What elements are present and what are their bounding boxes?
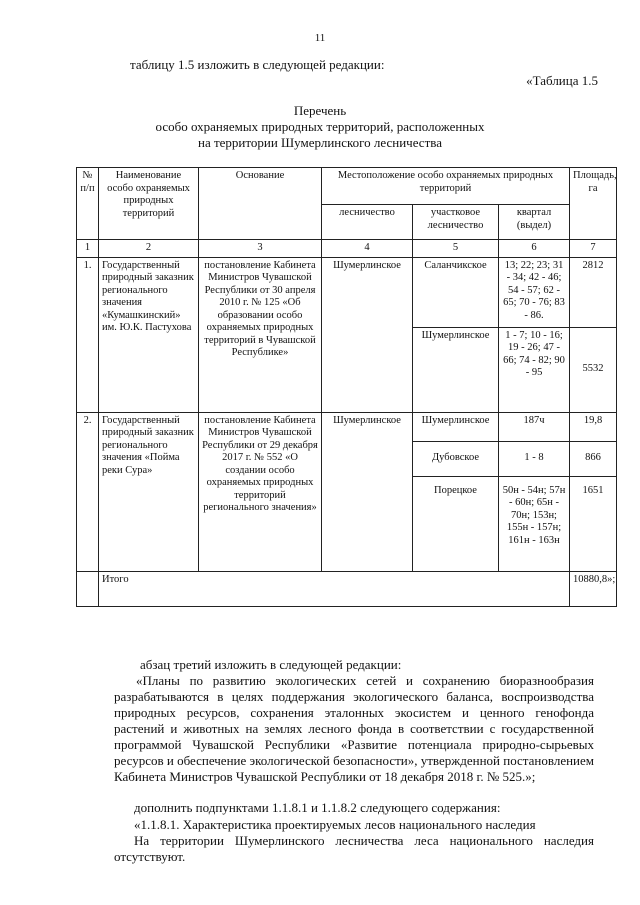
row-area: 2812	[570, 257, 617, 327]
column-number-row	[77, 240, 617, 258]
col-number: 4	[322, 240, 413, 258]
header-forestry: лесничество	[322, 205, 413, 240]
total-label: Итого	[99, 571, 570, 606]
page-number: 11	[314, 32, 326, 44]
row-name: Государственный природный заказник регионального значения «Пойма реки Сура»	[99, 412, 199, 571]
row-area: 1651	[570, 476, 617, 571]
row-area: 5532	[570, 327, 617, 412]
total-value: 10880,8»;	[570, 571, 617, 606]
header-area: Площадь, га	[570, 168, 617, 240]
col-number: 3	[199, 240, 322, 258]
intro-text: таблицу 1.5 изложить в следующей редакции:	[130, 57, 385, 72]
row-name: Государственный природный заказник регионального значения «Кумашкинский» им. Ю.К. Пастухова	[99, 257, 199, 412]
col-number: 7	[570, 240, 617, 258]
header-block: квартал (выдел)	[499, 205, 570, 240]
row-area: 19,8	[570, 412, 617, 441]
row-district: Саланчикское	[413, 257, 499, 327]
table-row	[77, 412, 617, 441]
table-reference: «Таблица 1.5	[526, 73, 598, 88]
col-number: 2	[99, 240, 199, 258]
row-block: 50н - 54н; 57н - 60н; 65н - 70н; 153н; 155н - 157н; 161н - 163н	[499, 476, 570, 571]
row-district: Дубовское	[413, 441, 499, 476]
paragraph-2: «Планы по развитию экологических сетей и сохранению биоразнообразия разрабатываются в целях поддержания экологического баланса, воспроизводства природных ресурсов, сохранения эталонных экосистем и ценного генофонда растений и животных на землях лесного фонда в соответствии с государственной программой Чувашской Республики «Развитие потенциала природно-сырьевых ресурсов и обеспечение экологической безопасности», утвержденной постановлением Кабинета Министров Чувашской Республики от 18 декабря 2018 г. № 525.»;	[114, 673, 594, 784]
table-row	[77, 257, 617, 327]
header-location: Местоположение особо охраняемых природных территорий	[322, 168, 570, 205]
row-block: 13; 22; 23; 31 - 34; 42 - 46; 54 - 57; 62 - 65; 70 - 76; 83 - 86.	[499, 257, 570, 327]
header-name: Наименование особо охраняемых природных территорий	[99, 168, 199, 240]
col-number: 1	[77, 240, 99, 258]
row-num: 1.	[77, 257, 99, 412]
row-district: Порецкое	[413, 476, 499, 571]
row-area: 866	[570, 441, 617, 476]
row-block: 1 - 7; 10 - 16; 19 - 26; 47 - 66; 74 - 82; 90 - 95	[499, 327, 570, 412]
title-line-3: на территории Шумерлинского лесничества	[198, 135, 442, 150]
header-num: № п/п	[77, 168, 99, 240]
protected-areas-table	[76, 167, 617, 607]
row-forestry: Шумерлинское	[322, 257, 413, 412]
row-forestry: Шумерлинское	[322, 412, 413, 571]
header-district: участковое лесничество	[413, 205, 499, 240]
title-line-1: Перечень	[293, 103, 347, 118]
row-district: Шумерлинское	[413, 327, 499, 412]
paragraph-4: «1.1.8.1. Характеристика проектируемых лесов национального наследия	[134, 817, 536, 832]
paragraph-5: На территории Шумерлинского лесничества леса национального наследия отсутствуют.	[114, 833, 594, 864]
col-number: 5	[413, 240, 499, 258]
paragraph-1: абзац третий изложить в следующей редакции:	[140, 657, 402, 672]
total-row	[77, 571, 617, 606]
row-block: 187ч	[499, 412, 570, 441]
row-basis: постановление Кабинета Министров Чувашской Республики от 30 апреля 2010 г. № 125 «Об образовании особо охраняемых природных территорий в Чувашской Республике»	[199, 257, 322, 412]
row-basis: постановление Кабинета Министров Чувашской Республики от 29 декабря 2017 г. № 552 «О создании особо охраняемых природных территорий регионального значения»	[199, 412, 322, 571]
paragraph-3: дополнить подпунктами 1.1.8.1 и 1.1.8.2 следующего содержания:	[134, 800, 501, 815]
row-district: Шумерлинское	[413, 412, 499, 441]
col-number: 6	[499, 240, 570, 258]
title-line-2: особо охраняемых природных территорий, расположенных	[155, 119, 485, 134]
row-num: 2.	[77, 412, 99, 571]
row-block: 1 - 8	[499, 441, 570, 476]
table-header-row	[77, 168, 617, 205]
header-basis: Основание	[199, 168, 322, 240]
